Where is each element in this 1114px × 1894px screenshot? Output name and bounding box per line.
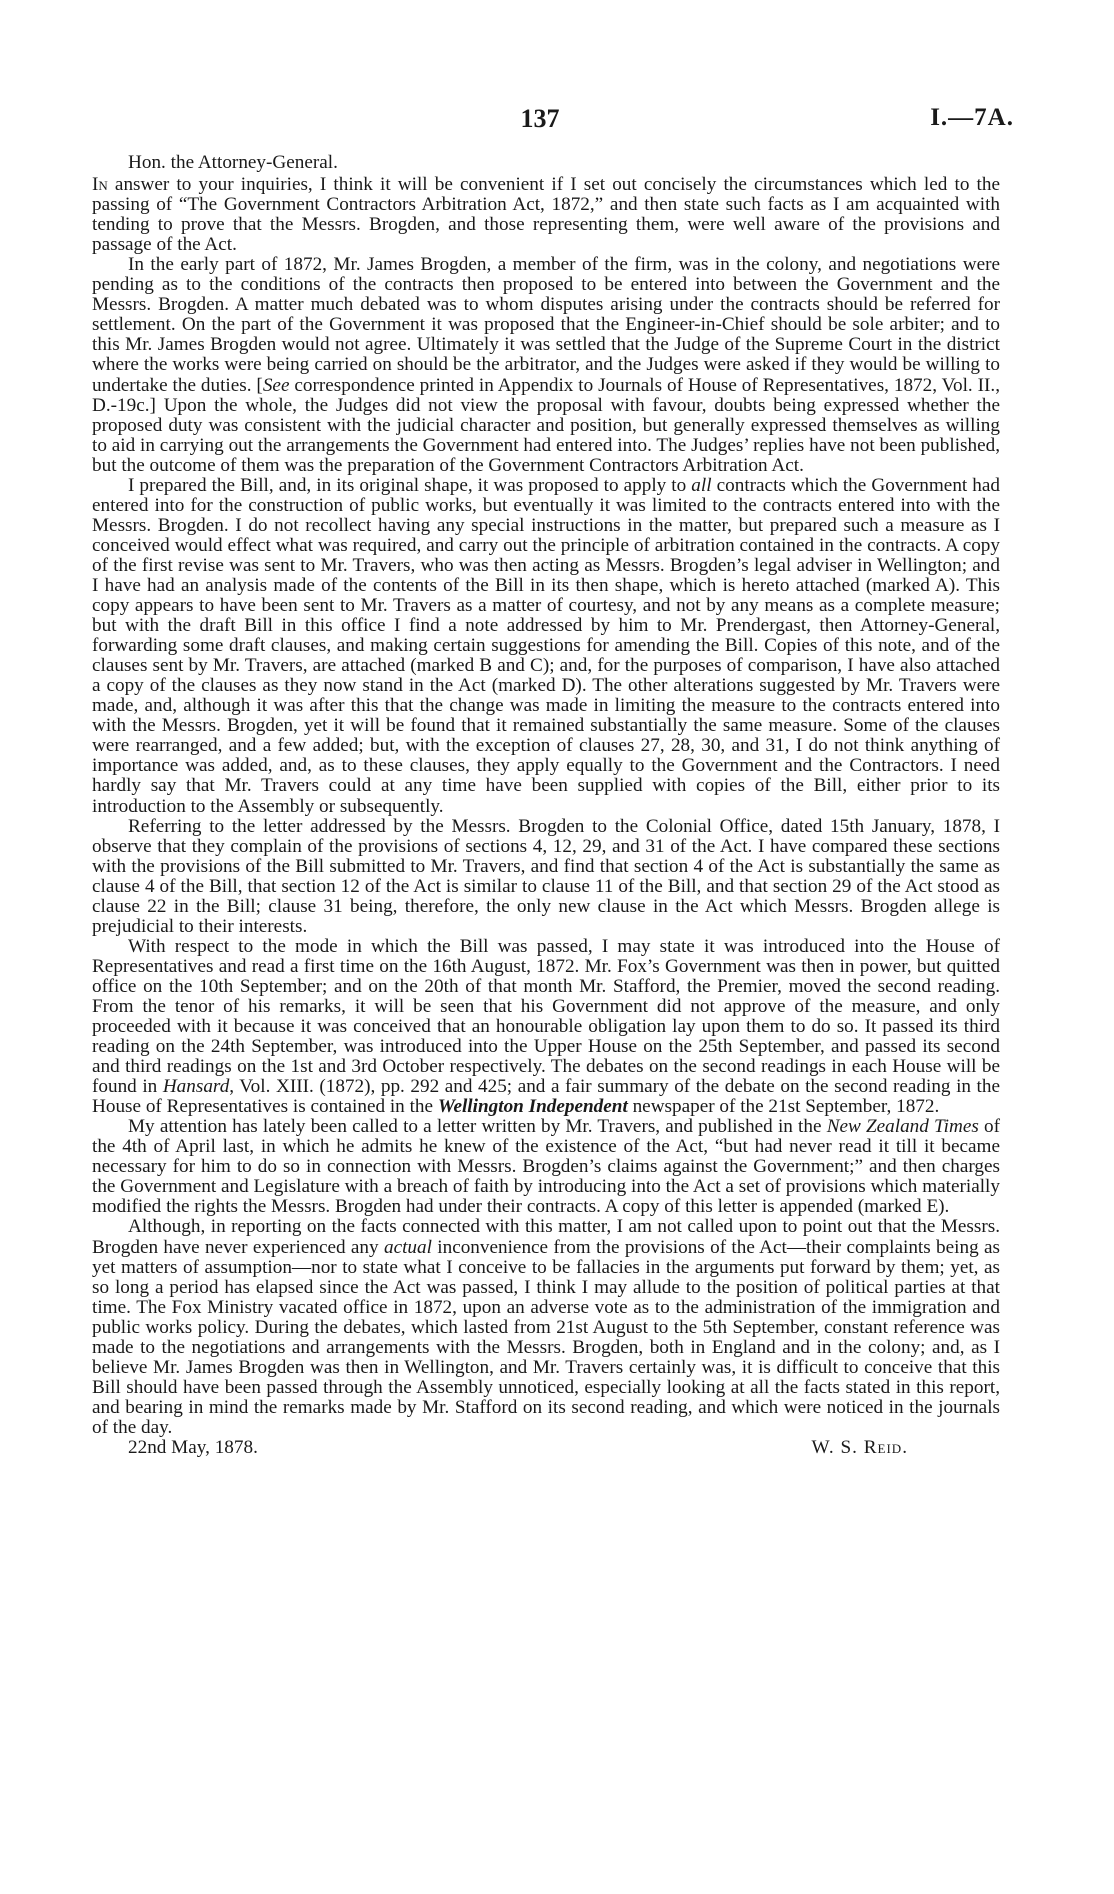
paragraph-3 <box>92 476 1000 817</box>
paragraph-text: correspondence printed in Appendix to Journals of House of Representatives, 1872, Vol. II., D.-19c.] Upon the whole, the Judges did not view the proposal with favour, doubts being expressed whether the proposed duty was consistent with the judicial character and position, but generally expressed themselves as willing to aid in carrying out the arrangements the Government had entered into. The Judges’ replies have not been published, but the outcome of them was the preparation of the Government Contractors Arbitration Act. <box>92 374 1000 476</box>
italic-see: See <box>262 374 290 396</box>
letter-date: 22nd May, 1878. <box>128 1437 258 1458</box>
paragraph-1 <box>92 175 1000 255</box>
signature <box>812 1438 908 1458</box>
letter-body <box>92 153 1000 1460</box>
paragraph-text: My attention has lately been called to a letter written by Mr. Travers, and published in the <box>128 1116 827 1138</box>
italic-actual: actual <box>383 1236 432 1258</box>
newspaper-title: Wellington Independent <box>437 1096 628 1118</box>
paragraph-5 <box>92 937 1000 1117</box>
paragraph-text: inconvenience from the provisions of the Act—their complaints being as yet matters of assumption—nor to state what I conceive to be fallacies in the arguments put forward by them; yet, as so long a period has elapsed since the Act was passed, I think I may allude to the position of political parties at that time. The Fox Ministry vacated office in 1872, upon an adverse vote as to the administration of the immigration and public works policy. During the debates, which lasted from 21st August to the 5th September, constant reference was made to the negotiations and arrangements with the Messrs. Brogden, both in England and in the colony; and, as I believe Mr. James Brogden was then in Wellington, and Mr. Travers certainly was, it is difficult to conceive that this Bill should have been passed through the Assembly unnoticed, especially looking at all the facts stated in this report, and bearing in mind the remarks made by Mr. Stafford on its second reading, and which were noticed in the journals of the day. <box>92 1236 1000 1438</box>
newspaper-title: New Zealand Times <box>826 1116 979 1138</box>
page-number: 137 <box>520 104 560 133</box>
italic-hansard: Hansard <box>162 1076 230 1098</box>
paragraph-text: newspaper of the 21st September, 1872. <box>627 1096 940 1118</box>
italic-all: all <box>691 474 712 496</box>
signature-surname-rest: eid. <box>877 1437 908 1458</box>
paragraph-text: contracts which the Government had entered into for the construction of public works, but eventually it was limited to the contracts entered into with the Messrs. Brogden. I do not recollect having any special instructions in the matter, but prepared such a measure as I conceived would effect what was required, and carry out the principle of arbitration contained in the contracts. A copy of the first revise was sent to Mr. Travers, who was then acting as Messrs. Brogden’s legal adviser in Wellington; and I have had an analysis made of the contents of the Bill in its then shape, which is hereto attached (marked A). This copy appears to have been sent to Mr. Travers as a matter of courtesy, and not by any means as a complete measure; but with the draft Bill in this office I find a note addressed by him to Mr. Prendergast, then Attorney-General, forwarding some draft clauses, and making certain suggestions for amending the Bill. Copies of this note, and of the clauses sent by Mr. Travers, are attached (marked B and C); and, for the purposes of comparison, I have also attached a copy of the clauses as they now stand in the Act (marked D). The other alterations suggested by Mr. Travers were made, and, although it was after this that the change was made in limiting the measure to the contracts entered into with the Messrs. Brogden, yet it will be found that it remained substantially the same measure. Some of the clauses were rearranged, and a few added; but, with the exception of clauses 27, 28, 30, and 31, I do not think anything of importance was added, and, as to these clauses, they apply equally to the Government and the Contractors. I need hardly say that Mr. Travers could at any time have been supplied with copies of the Bill, either prior to its introduction to the Assembly or subsequently. <box>92 474 1001 817</box>
addressee: Hon. the Attorney-General. <box>128 152 338 173</box>
page-header <box>0 104 1114 144</box>
paragraph-text: , Vol. XIII. (1872), pp. 292 and 425; and a fair summary of the debate on the second reading in the House of Representatives is contained in the <box>92 1076 1000 1118</box>
document-reference: I.—7A. <box>930 104 1014 131</box>
paragraph-text: I prepared the Bill, and, in its original shape, it was proposed to apply to <box>128 474 692 496</box>
paragraph-lead: In <box>92 174 108 196</box>
signature-initials: W. S. R <box>811 1437 878 1458</box>
closing-line <box>92 1438 1000 1460</box>
paragraph-6 <box>92 1117 1000 1217</box>
paragraph-text: Although, in reporting on the facts connected with this matter, I am not called upon to point out that the Messrs. Brogden have never experienced any <box>92 1216 1000 1258</box>
paragraph-2 <box>92 255 1000 476</box>
paragraph-text: of the 4th of April last, in which he admits he knew of the existence of the Act, “but had never read it till it became necessary for him to do so in connection with Messrs. Brogden’s claims against the Government;” and then charges the Government and Legislature with a breach of faith by introducing into the Act a set of provisions which materially modified the rights the Messrs. Brogden had under their contracts. A copy of this letter is appended (marked E). <box>92 1116 1001 1218</box>
paragraph-text: With respect to the mode in which the Bill was passed, I may state it was introduced into the House of Representatives and read a first time on the 16th August, 1872. Mr. Fox’s Government was then in power, but quitted office on the 10th September; and on the 20th of that month Mr. Stafford, the Premier, moved the second reading. From the tenor of his remarks, it will be seen that his Government did not approve of the measure, and only proceeded with it because it was conceived that an honourable obligation lay upon them to do so. It passed its third reading on the 24th September, was introduced into the Upper House on the 25th September, and passed its second and third readings on the 1st and 3rd October respectively. The debates on the second readings in each House will be found in <box>92 935 1000 1098</box>
paragraph-text: In the early part of 1872, Mr. James Brogden, a member of the firm, was in the colony, and negotiations were pending as to the conditions of the contracts then proposed to be entered into between the Government and the Messrs. Brogden. A matter much debated was to whom disputes arising under the contracts should be referred for settlement. On the part of the Government it was proposed that the Engineer-in-Chief should be sole arbiter; and to this Mr. James Brogden would not agree. Ultimately it was settled that the Judge of the Supreme Court in the district where the works were being carried on should be the arbitrator, and the Judges were asked if they would be willing to undertake the duties. [ <box>92 254 1000 396</box>
paragraph-7 <box>92 1217 1000 1438</box>
paragraph-4: Referring to the letter addressed by the Messrs. Brogden to the Colonial Office, dated 15th January, 1878, I observe that they complain of the provisions of sections 4, 12, 29, and 31 of the Act. I have compared these sections with the provisions of the Bill submitted to Mr. Travers, and find that section 4 of the Act is substantially the same as clause 4 of the Bill, that section 12 of the Act is similar to clause 11 of the Bill, and that section 29 of the Act stood as clause 22 in the Bill; clause 31 being, therefore, the only new clause in the Act which Messrs. Brogden allege is prejudicial to their interests. <box>92 815 1000 937</box>
paragraph-text: answer to your inquiries, I think it will be convenient if I set out concisely the circumstances which led to the passing of “The Government Contractors Arbitration Act, 1872,” and then state such facts as I am acquainted with tending to prove that the Messrs. Brogden, and those representing them, were well aware of the provisions and passage of the Act. <box>92 174 1000 256</box>
